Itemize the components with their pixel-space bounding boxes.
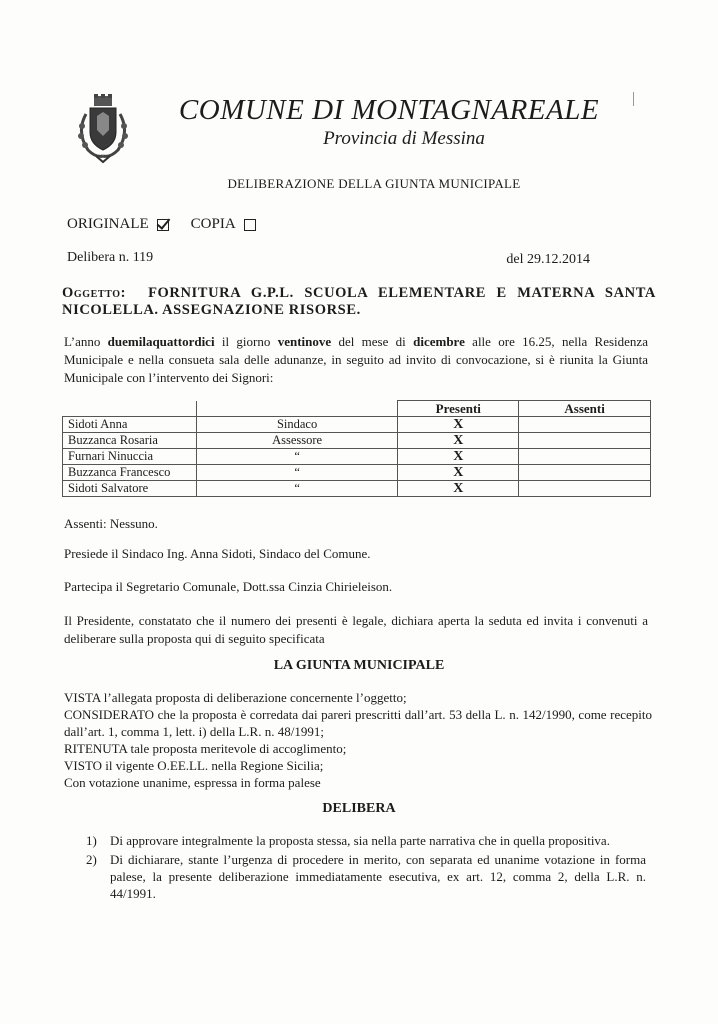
intro-text-3: del mese di	[331, 334, 414, 349]
member-present: X	[398, 417, 519, 433]
member-name: Buzzanca Rosaria	[63, 433, 197, 449]
member-present: X	[398, 481, 519, 497]
member-role: “	[196, 481, 398, 497]
member-absent	[519, 465, 651, 481]
list-item	[86, 832, 646, 849]
member-absent	[519, 481, 651, 497]
member-role: Assessore	[196, 433, 398, 449]
original-label: ORIGINALE	[67, 216, 149, 232]
member-present: X	[398, 433, 519, 449]
president-statement: Il Presidente, constatato che il numero dei presenti è legale, dichiara aperta la seduta ed invita i convenuti a deliberare sulla proposta qui di seguito specificata	[64, 613, 648, 646]
item-number: 2)	[86, 852, 97, 867]
page-subtitle: Provincia di Messina	[323, 128, 485, 149]
document-heading: DELIBERAZIONE DELLA GIUNTA MUNICIPALE	[227, 176, 521, 191]
premise-item: VISTA l’allegata proposta di deliberazione concernente l’oggetto;	[64, 690, 407, 705]
member-present: X	[398, 465, 519, 481]
delibera-date: del 29.12.2014	[506, 252, 590, 267]
original-checkbox[interactable]	[157, 219, 169, 231]
intro-month: dicembre	[413, 334, 465, 349]
item-text: Di dichiarare, stante l’urgenza di procedere in merito, con separata ed unanime votazione in forma palese, la presente deliberazione immediatamente esecutiva, ex art. 12, comma 2, della L.R. n. 44/1991.	[110, 852, 646, 901]
giunta-heading: LA GIUNTA MUNICIPALE	[273, 658, 445, 673]
table-row	[63, 481, 651, 497]
member-name: Furnari Ninuccia	[63, 449, 197, 465]
premise-item: CONSIDERATO che la proposta è corredata dai pareri prescritti dall’art. 53 della L. n. 142/1990, come recepito dall’art. 1, comma 1, lett. i) della L.R. n. 48/1991;	[64, 707, 652, 739]
resolutions-list	[86, 832, 646, 904]
subject-text: FORNITURA G.P.L. SCUOLA ELEMENTARE E MATERNA SANTA NICOLELLA. ASSEGNAZIONE RISORSE.	[62, 285, 656, 318]
intro-paragraph	[64, 333, 648, 387]
member-name: Buzzanca Francesco	[63, 465, 197, 481]
table-header-blank	[63, 401, 197, 417]
member-present: X	[398, 449, 519, 465]
member-role: “	[196, 449, 398, 465]
copy-label: COPIA	[190, 216, 236, 232]
subject	[62, 285, 656, 319]
delibera-number: Delibera n. 119	[67, 250, 154, 265]
list-item	[86, 851, 646, 902]
member-absent	[519, 449, 651, 465]
subject-label: Oggetto:	[62, 285, 127, 301]
table-row	[63, 433, 651, 449]
member-role: “	[196, 465, 398, 481]
secretary-line: Partecipa il Segretario Comunale, Dott.ssa Cinzia Chirieleison.	[64, 579, 393, 594]
premise-item: Con votazione unanime, espressa in forma palese	[64, 775, 321, 790]
member-name: Sidoti Anna	[63, 417, 197, 433]
premise-item: VISTO il vigente O.EE.LL. nella Regione Sicilia;	[64, 758, 324, 773]
table-header-absent: Assenti	[519, 401, 651, 417]
intro-text-1: L’anno	[64, 334, 108, 349]
page-title: COMUNE DI MONTAGNAREALE	[178, 94, 600, 126]
member-name: Sidoti Salvatore	[63, 481, 197, 497]
premise-item: RITENUTA tale proposta meritevole di accoglimento;	[64, 741, 347, 756]
premises-block	[64, 689, 652, 791]
absent-line: Assenti: Nessuno.	[64, 516, 158, 531]
member-role: Sindaco	[196, 417, 398, 433]
member-absent	[519, 417, 651, 433]
member-absent	[519, 433, 651, 449]
copy-checkbox[interactable]	[244, 219, 256, 231]
table-row	[63, 417, 651, 433]
delibera-heading: DELIBERA	[322, 801, 396, 816]
intro-text-4: alle ore 16.25, nella Residenza Municipale e nella consueta sala delle adunanze, in seguito ad invito di convocazione, si è riunita la Giunta Municipale con l’intervento dei Signori:	[64, 334, 648, 385]
table-header-row	[63, 401, 651, 417]
copy-type-row	[67, 216, 256, 233]
item-text: Di approvare integralmente la proposta stessa, sia nella parte narrativa che in quella propositiva.	[110, 833, 610, 848]
table-header-blank	[196, 401, 398, 417]
intro-day: ventinove	[277, 334, 332, 349]
intro-text-2: il giorno	[214, 334, 278, 349]
table-row	[63, 465, 651, 481]
table-row	[63, 449, 651, 465]
item-number: 1)	[86, 833, 97, 848]
attendance-table	[62, 400, 651, 497]
intro-year: duemilaquattordici	[107, 334, 215, 349]
presides-line: Presiede il Sindaco Ing. Anna Sidoti, Sindaco del Comune.	[64, 546, 371, 561]
table-header-present: Presenti	[398, 401, 519, 417]
